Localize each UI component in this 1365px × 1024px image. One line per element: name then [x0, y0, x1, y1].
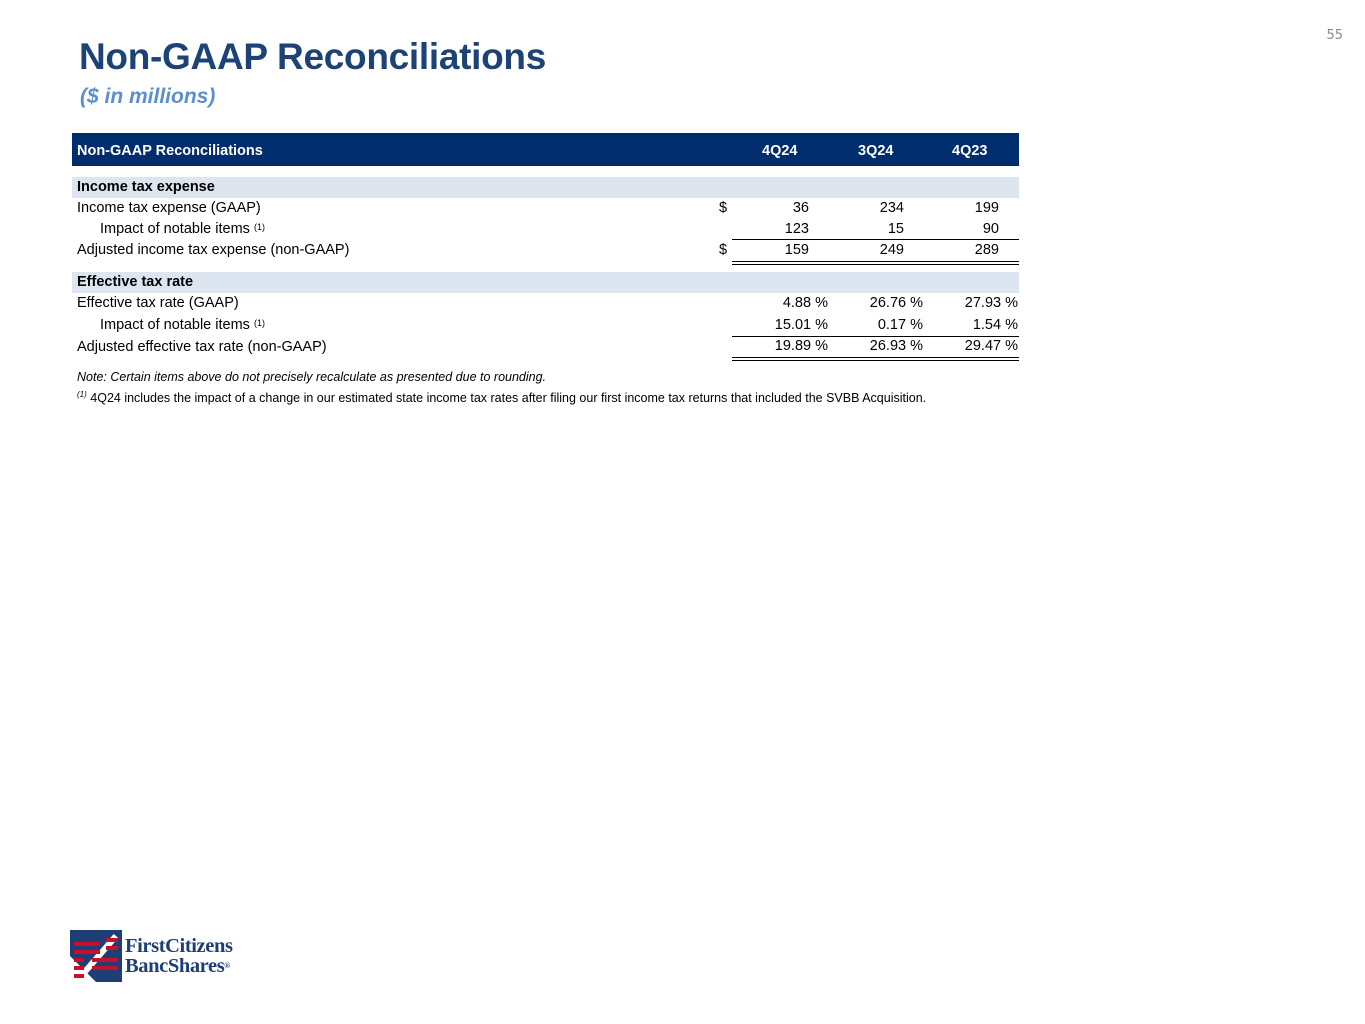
- footnote-ref: (1): [253, 318, 265, 328]
- table-row: [72, 336, 1019, 358]
- table-row: [72, 240, 1019, 261]
- footnote-ref: (1): [253, 222, 265, 232]
- section-title: Income tax expense: [77, 179, 215, 195]
- company-logo: [70, 930, 233, 982]
- cell-4q24: 36: [792, 200, 809, 216]
- table-row: [72, 293, 1019, 315]
- cell-4q24: 159: [784, 242, 809, 258]
- cell-3q24: 26.93 %: [869, 338, 923, 354]
- cell-3q24: 15: [887, 221, 904, 237]
- header-col-3q24: 3Q24: [858, 143, 894, 159]
- cell-4q24: 19.89 %: [774, 338, 828, 354]
- rounding-note: Note: Certain items above do not precisely recalculate as presented due to rounding.: [77, 370, 547, 384]
- footnote: [77, 391, 926, 405]
- section-header-income-tax: [72, 177, 1019, 198]
- cell-4q23: 29.47 %: [964, 338, 1018, 354]
- cell-3q24: 234: [879, 200, 904, 216]
- cell-4q23: 27.93 %: [964, 295, 1018, 311]
- row-label: Impact of notable items $^{(1)}$: [100, 317, 265, 333]
- cell-4q24: 4.88 %: [782, 295, 828, 311]
- row-label: Impact of notable items $^{(1)}$: [100, 221, 265, 237]
- page-number: 55: [1326, 28, 1343, 43]
- table-row: [72, 198, 1019, 219]
- table-row: [72, 219, 1019, 240]
- header-label: Non-GAAP Reconciliations: [77, 143, 263, 159]
- currency-symbol: $: [719, 242, 728, 258]
- header-col-4q23: 4Q23: [952, 143, 988, 159]
- page-title: Non-GAAP Reconciliations: [79, 36, 547, 77]
- cell-4q23: 199: [974, 200, 999, 216]
- cell-3q24: 26.76 %: [869, 295, 923, 311]
- logo-line-1: FirstCitizens: [125, 935, 233, 957]
- flag-logo-icon: [70, 930, 122, 982]
- currency-symbol: $: [719, 200, 728, 216]
- cell-4q23: 289: [974, 242, 999, 258]
- logo-line-2: BancShares®: [125, 955, 230, 977]
- header-col-4q24: 4Q24: [762, 143, 798, 159]
- cell-3q24: 249: [879, 242, 904, 258]
- total-double-rule: [732, 261, 1019, 262]
- cell-4q23: 90: [982, 221, 999, 237]
- footnote-text: 4Q24 includes the impact of a change in our estimated state income tax rates after filing our first income tax returns that included the SVBB Acquisition.: [90, 391, 927, 405]
- section-header-effective-rate: [72, 272, 1019, 293]
- cell-3q24: 0.17 %: [877, 317, 923, 333]
- section-title: Effective tax rate: [77, 274, 194, 290]
- row-label: Adjusted income tax expense (non-GAAP): [77, 242, 350, 258]
- registered-mark: ®: [224, 961, 230, 970]
- row-label: Effective tax rate (GAAP): [77, 295, 239, 311]
- logo-wordmark: [125, 936, 233, 976]
- row-label: Income tax expense (GAAP): [77, 200, 261, 216]
- table-header-row: [72, 133, 1019, 166]
- cell-4q23: 1.54 %: [972, 317, 1018, 333]
- reconciliation-table: [72, 133, 1019, 358]
- table-row: [72, 315, 1019, 336]
- cell-4q24: 123: [784, 221, 809, 237]
- page-subtitle: ($ in millions): [80, 85, 216, 108]
- footnote-marker: (1): [77, 390, 87, 399]
- cell-4q24: 15.01 %: [774, 317, 828, 333]
- total-double-rule: [732, 357, 1019, 358]
- row-label: Adjusted effective tax rate (non-GAAP): [77, 339, 327, 355]
